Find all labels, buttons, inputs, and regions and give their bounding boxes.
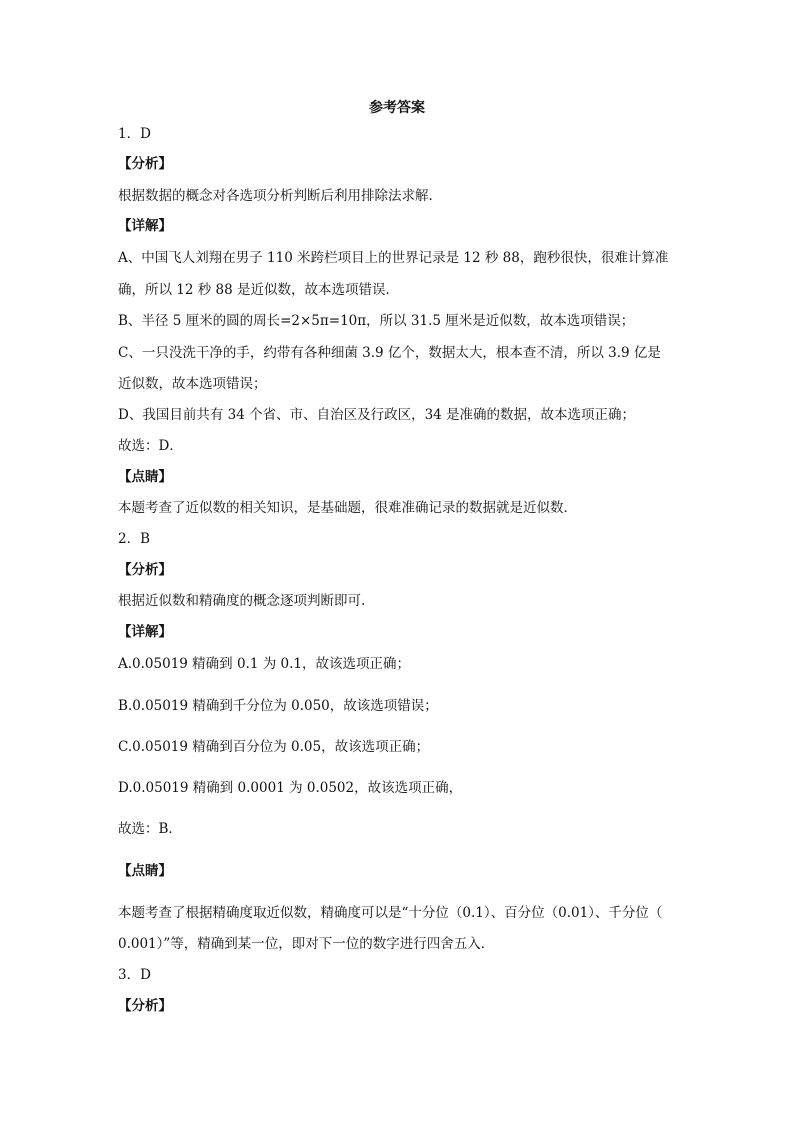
detail-heading: 【详解】 (118, 218, 172, 234)
detail-heading: 【详解】 (118, 624, 172, 640)
comment-text: 本题考查了根据精确度取近似数，精确度可以是“十分位（0.1）、百分位（0.01）、千分位（ (118, 905, 663, 921)
analysis-heading: 【分析】 (118, 998, 172, 1014)
detail-text: D.0.05019 精确到 0.0001 为 0.0502，故该选项正确， (118, 780, 463, 796)
detail-text: A.0.05019 精确到 0.1 为 0.1，故该选项正确； (118, 656, 410, 672)
answer-3-choice: 3．D (118, 967, 151, 983)
detail-text: A、中国飞人刘翔在男子 110 米跨栏项目上的世界记录是 12 秒 88，跑秒很快，很难计算准 (118, 250, 669, 266)
selection-text: 故选：D． (118, 438, 183, 454)
analysis-text: 根据数据的概念对各选项分析判断后利用排除法求解． (118, 188, 442, 204)
analysis-text: 根据近似数和精确度的概念逐项判断即可. (118, 593, 366, 609)
detail-text: 确，所以 12 秒 88 是近似数，故本选项错误． (118, 282, 400, 298)
detail-text: B.0.05019 精确到千分位为 0.050，故该选项错误； (118, 698, 438, 714)
answer-1-choice: 1．D (118, 126, 151, 142)
analysis-heading: 【分析】 (118, 562, 172, 578)
detail-text: D、我国目前共有 34 个省、市、自治区及行政区，34 是准确的数据，故本选项正确； (118, 407, 636, 423)
detail-text: B、半径 5 厘米的圆的周长=2×5π=10π，所以 31.5 厘米是近似数，故本选项错误； (118, 313, 635, 329)
comment-heading: 【点睛】 (118, 863, 172, 879)
page-title: 参考答案 (369, 100, 425, 116)
analysis-heading: 【分析】 (118, 156, 172, 172)
detail-text: C、一只没洗干净的手，约带有各种细菌 3.9 亿个，数据太大，根本查不清，所以 3.9 亿是 (118, 345, 661, 361)
comment-text: 0.001）”等，精确到某一位，即对下一位的数字进行四舍五入． (118, 936, 495, 952)
comment-text: 本题考查了近似数的相关知识，是基础题，很难准确记录的数据就是近似数． (118, 500, 577, 516)
selection-text: 故选：B． (118, 821, 182, 837)
comment-heading: 【点睛】 (118, 469, 172, 485)
answer-2-choice: 2．B (118, 531, 151, 547)
detail-text: C.0.05019 精确到百分位为 0.05，故该选项正确； (118, 739, 430, 755)
detail-text: 近似数，故本选项错误； (118, 376, 267, 392)
